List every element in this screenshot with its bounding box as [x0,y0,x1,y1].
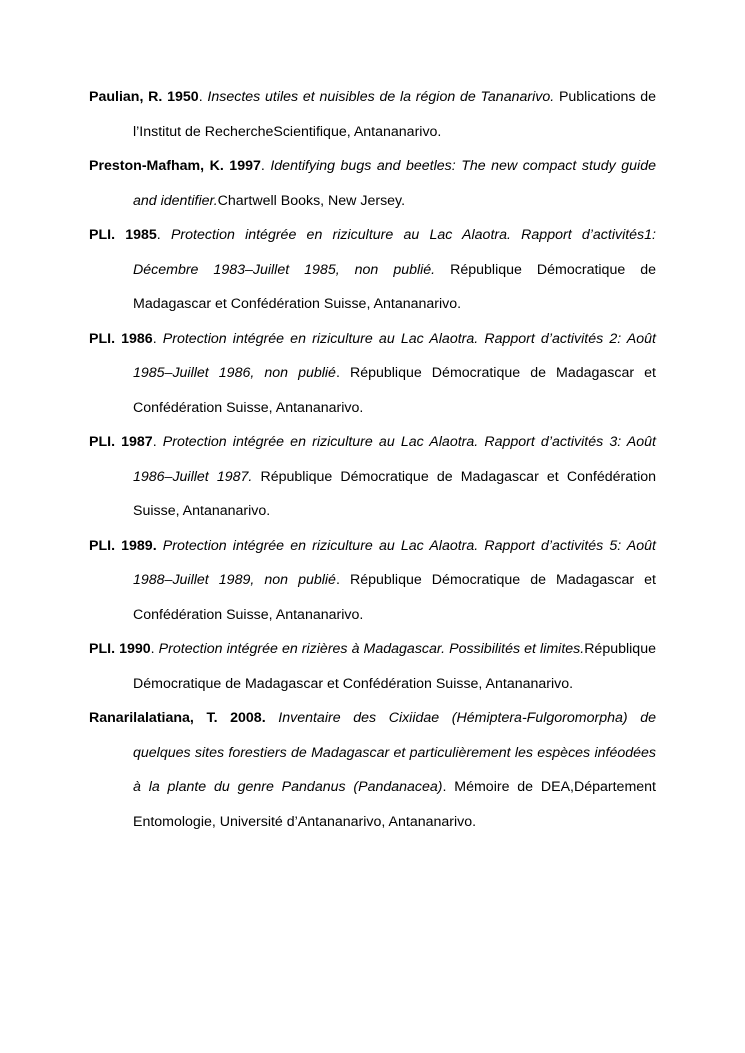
reference-entry [89,632,656,701]
reference-separator: . [335,365,350,381]
reference-publisher: République Démocratique de Madagascar et Confédération Suisse, Antananarivo. [133,365,656,416]
reference-title: Protection intégrée en rizières à Madagascar. Possibilités et limites. [158,641,585,657]
reference-separator [435,262,450,278]
reference-entry [89,425,656,529]
reference-author-year: Preston-Mafham, K. 1997 [89,158,261,174]
reference-author-year: PLI. 1989. [89,537,157,554]
reference-publisher: République Démocratique de Madagascar et Confédération Suisse, Antananarivo. [133,261,656,312]
reference-entry [89,149,656,218]
reference-title: Identifying bugs and beetles: The new compact study guide and identifier. [133,158,656,209]
reference-author-year: Ranarilalatiana, T. 2008. [89,710,266,726]
reference-publisher: Publications de l’Institut de RechercheScientifique, Antananarivo. [133,89,656,140]
reference-publisher: République Démocratique de Madagascar et Confédération Suisse, Antananarivo. [133,641,656,692]
reference-title: Inventaire des Cixiidae (Hémiptera-Fulgoromorpha) de quelques sites forestiers de Madagascar et particulièrement les espèces inféodées à la plante du genre Pandanus (Pandanacea) [133,710,656,795]
reference-entry [89,701,656,839]
reference-author-year: PLI. 1986 [89,330,153,347]
reference-separator: . [150,641,159,657]
reference-title: Protection intégrée en riziculture au Lac Alaotra. Rapport d’activités 3: Août 1986–Juillet 1987. [133,434,656,485]
reference-list [89,80,656,839]
reference-author-year: Paulian, R. 1950 [89,89,199,105]
reference-separator: . [335,572,350,588]
reference-separator: . [198,89,208,105]
reference-publisher: République Démocratique de Madagascar et Confédération Suisse, Antananarivo. [133,572,656,623]
reference-entry [89,80,656,149]
reference-title: Protection intégrée en riziculture au Lac Alaotra. Rapport d’activités 5: Août 1988–Juillet 1989, non publié [133,537,656,588]
reference-title: Protection intégrée en riziculture au Lac Alaotra. Rapport d’activités1: Décembre 1983–Juillet 1985, non publié. [133,227,656,278]
reference-separator: . [442,779,455,795]
reference-title: Protection intégrée en riziculture au Lac Alaotra. Rapport d’activités 2: Août 1985–Juillet 1986, non publié [133,330,656,381]
reference-separator: . [152,434,163,450]
reference-separator: . [260,158,271,174]
reference-publisher: Mémoire de DEA,Département Entomologie, Université d’Antananarivo, Antananarivo. [133,779,656,830]
reference-entry [89,322,656,426]
reference-publisher: Chartwell Books, New Jersey. [217,192,406,209]
reference-author-year: PLI. 1990 [89,641,151,657]
reference-author-year: PLI. 1987 [89,434,153,450]
reference-separator: . [152,330,163,347]
reference-separator: . [156,227,171,243]
reference-publisher: République Démocratique de Madagascar et Confédération Suisse, Antananarivo. [133,468,657,519]
reference-author-year: PLI. 1985 [89,227,157,243]
reference-title: Insectes utiles et nuisibles de la région de Tananarivo. [207,89,555,105]
reference-entry [89,218,656,322]
reference-separator [266,710,279,726]
reference-entry [89,529,656,633]
